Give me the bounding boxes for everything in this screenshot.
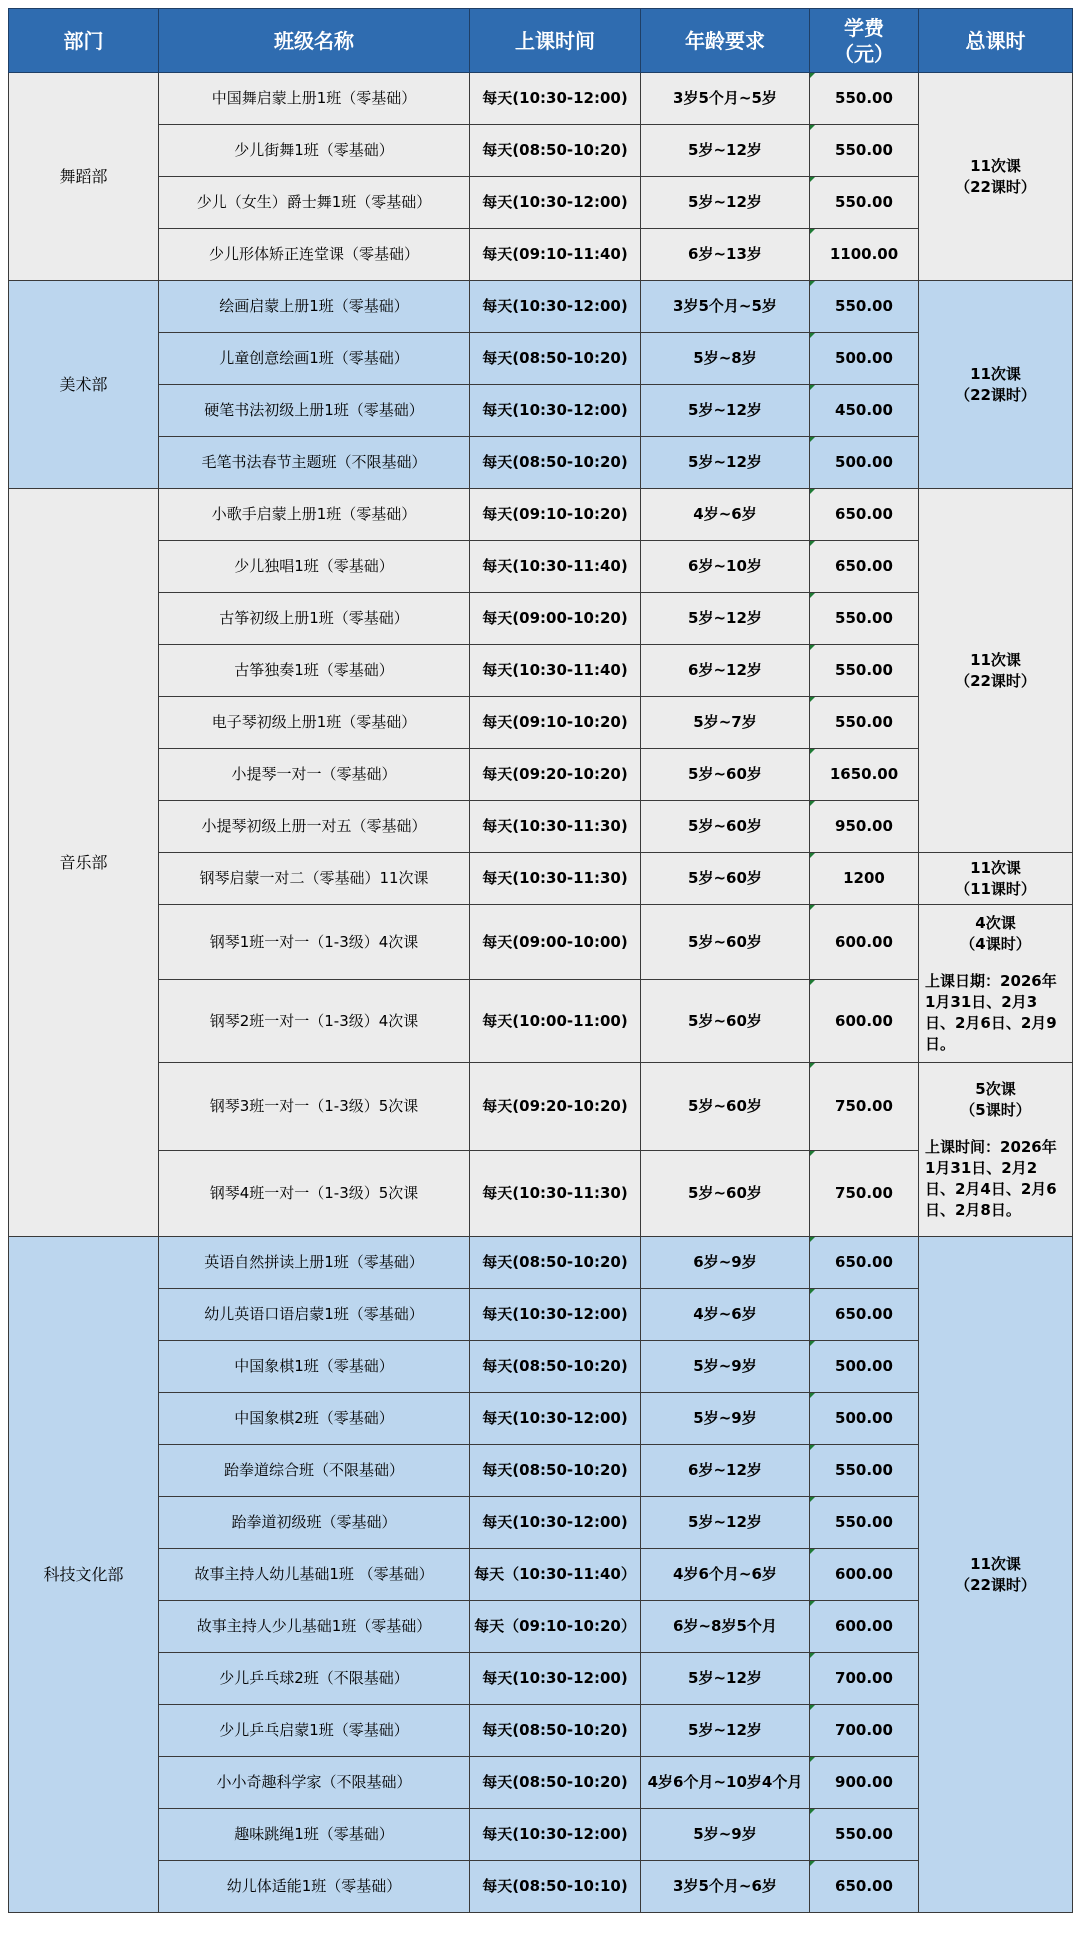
fee-cell: 500.00 [810,1393,919,1445]
class-name-cell: 古筝独奏1班（零基础） [159,645,470,697]
class-name-cell: 少儿形体矫正连堂课（零基础） [159,229,470,281]
fee-cell: 650.00 [810,1861,919,1913]
table-row [9,1809,1073,1861]
class-time-cell: 每天（09:10-10:20） [470,1601,641,1653]
table-row [9,905,1073,980]
table-row [9,1601,1073,1653]
class-name-cell: 绘画启蒙上册1班（零基础） [159,281,470,333]
class-name-cell: 硬笔书法初级上册1班（零基础） [159,385,470,437]
total-hours-cell [919,853,1073,905]
class-time-cell: 每天(09:10-11:40) [470,229,641,281]
total-hours-cell [919,1237,1073,1913]
table-row [9,1237,1073,1289]
fee-cell: 650.00 [810,489,919,541]
table-row [9,1549,1073,1601]
class-name-cell: 毛笔书法春节主题班（不限基础） [159,437,470,489]
table-row [9,1757,1073,1809]
class-time-cell: 每天(10:30-12:00) [470,73,641,125]
table-row [9,333,1073,385]
age-cell: 5岁~12岁 [641,1497,810,1549]
table-row [9,281,1073,333]
class-time-cell: 每天(10:30-11:30) [470,1151,641,1237]
table-row [9,801,1073,853]
table-row [9,1705,1073,1757]
table-row [9,1393,1073,1445]
header-class-name: 班级名称 [159,9,470,73]
age-cell: 3岁5个月~5岁 [641,73,810,125]
fee-cell: 550.00 [810,125,919,177]
total-hours: （22课时） [955,385,1036,404]
class-time-cell: 每天(10:30-12:00) [470,1289,641,1341]
class-name-cell: 古筝初级上册1班（零基础） [159,593,470,645]
class-name-cell: 中国舞启蒙上册1班（零基础） [159,73,470,125]
age-cell: 5岁~12岁 [641,1653,810,1705]
fee-cell: 750.00 [810,1151,919,1237]
fee-cell: 550.00 [810,1497,919,1549]
age-cell: 6岁~8岁5个月 [641,1601,810,1653]
dept-cell: 美术部 [9,281,159,489]
age-cell: 5岁~60岁 [641,905,810,980]
total-hours-cell [919,905,1073,1063]
age-cell: 5岁~12岁 [641,1705,810,1757]
total-hours-cell [919,1063,1073,1237]
table-row [9,749,1073,801]
schedule-note: 上课时间：2026年1月31日、2月2日、2月4日、2月6日、2月8日。 [925,1137,1057,1219]
class-time-cell: 每天(10:30-12:00) [470,281,641,333]
table-row [9,593,1073,645]
total-hours-cell [919,489,1073,853]
class-name-cell: 少儿街舞1班（零基础） [159,125,470,177]
class-name-cell: 少儿乒乓球2班（不限基础） [159,1653,470,1705]
table-row [9,853,1073,905]
table-row [9,1063,1073,1151]
table-row [9,229,1073,281]
fee-cell: 600.00 [810,1601,919,1653]
class-time-cell: 每天(10:30-12:00) [470,177,641,229]
table-row [9,1653,1073,1705]
class-time-cell: 每天(08:50-10:20) [470,1445,641,1497]
table-row [9,1497,1073,1549]
total-hours: （5课时） [960,1100,1031,1119]
schedule-body [9,73,1073,1913]
class-name-cell: 钢琴4班一对一（1-3级）5次课 [159,1151,470,1237]
class-name-cell: 中国象棋1班（零基础） [159,1341,470,1393]
age-cell: 5岁~8岁 [641,333,810,385]
class-name-cell: 钢琴2班一对一（1-3级）4次课 [159,980,470,1063]
total-sessions: 5次课 [975,1079,1016,1098]
fee-cell: 1650.00 [810,749,919,801]
class-time-cell: 每天(08:50-10:20) [470,437,641,489]
age-cell: 5岁~12岁 [641,593,810,645]
class-name-cell: 儿童创意绘画1班（零基础） [159,333,470,385]
fee-cell: 650.00 [810,1237,919,1289]
class-time-cell: 每天(08:50-10:20) [470,1757,641,1809]
class-time-cell: 每天(10:30-12:00) [470,1497,641,1549]
class-time-cell: 每天(10:30-12:00) [470,1393,641,1445]
class-time-cell: 每天(10:30-12:00) [470,385,641,437]
class-time-cell: 每天(08:50-10:20) [470,333,641,385]
class-name-cell: 中国象棋2班（零基础） [159,1393,470,1445]
total-sessions: 11次课 [970,1554,1021,1573]
age-cell: 6岁~9岁 [641,1237,810,1289]
age-cell: 6岁~13岁 [641,229,810,281]
class-time-cell: 每天(08:50-10:10) [470,1861,641,1913]
age-cell: 4岁~6岁 [641,1289,810,1341]
dept-cell: 科技文化部 [9,1237,159,1913]
table-row [9,125,1073,177]
age-cell: 5岁~60岁 [641,1151,810,1237]
header-row [9,9,1073,73]
total-sessions: 11次课 [970,858,1021,877]
total-hours: （22课时） [955,177,1036,196]
age-cell: 5岁~12岁 [641,177,810,229]
class-time-cell: 每天(09:00-10:20) [470,593,641,645]
class-time-cell: 每天(10:30-11:40) [470,645,641,697]
total-hours-cell [919,73,1073,281]
class-name-cell: 跆拳道初级班（零基础） [159,1497,470,1549]
class-name-cell: 小提琴一对一（零基础） [159,749,470,801]
fee-cell: 550.00 [810,281,919,333]
class-name-cell: 钢琴3班一对一（1-3级）5次课 [159,1063,470,1151]
header-fee [810,9,919,73]
table-row [9,1151,1073,1237]
class-time-cell: 每天(08:50-10:20) [470,1705,641,1757]
table-row [9,1861,1073,1913]
class-time-cell: 每天(09:10-10:20) [470,489,641,541]
fee-cell: 500.00 [810,1341,919,1393]
header-class-time: 上课时间 [470,9,641,73]
table-row [9,1445,1073,1497]
table-row [9,541,1073,593]
fee-cell: 600.00 [810,980,919,1063]
note-spacer [919,955,1072,971]
class-time-cell: 每天(09:20-10:20) [470,749,641,801]
table-row [9,385,1073,437]
fee-cell: 650.00 [810,541,919,593]
total-hours-cell [919,281,1073,489]
total-sessions: 4次课 [975,913,1016,932]
fee-cell: 550.00 [810,177,919,229]
age-cell: 3岁5个月~6岁 [641,1861,810,1913]
age-cell: 4岁~6岁 [641,489,810,541]
age-cell: 6岁~12岁 [641,1445,810,1497]
fee-cell: 700.00 [810,1653,919,1705]
table-row [9,73,1073,125]
class-time-cell: 每天(10:30-12:00) [470,1809,641,1861]
note-spacer [919,1121,1072,1137]
fee-cell: 900.00 [810,1757,919,1809]
class-time-cell: 每天(10:30-11:30) [470,801,641,853]
class-name-cell: 少儿乒乓启蒙1班（零基础） [159,1705,470,1757]
fee-cell: 550.00 [810,593,919,645]
class-time-cell: 每天(09:20-10:20) [470,1063,641,1151]
class-name-cell: 少儿（女生）爵士舞1班（零基础） [159,177,470,229]
class-name-cell: 小小奇趣科学家（不限基础） [159,1757,470,1809]
age-cell: 5岁~12岁 [641,385,810,437]
fee-cell: 750.00 [810,1063,919,1151]
class-name-cell: 趣味跳绳1班（零基础） [159,1809,470,1861]
fee-cell: 700.00 [810,1705,919,1757]
class-name-cell: 电子琴初级上册1班（零基础） [159,697,470,749]
header-total: 总课时 [919,9,1073,73]
class-time-cell: 每天(09:10-10:20) [470,697,641,749]
header-dept: 部门 [9,9,159,73]
fee-cell: 450.00 [810,385,919,437]
age-cell: 5岁~12岁 [641,125,810,177]
dept-cell: 舞蹈部 [9,73,159,281]
header-fee-label: 学费（元） [834,15,894,66]
class-name-cell: 少儿独唱1班（零基础） [159,541,470,593]
age-cell: 6岁~12岁 [641,645,810,697]
age-cell: 5岁~9岁 [641,1809,810,1861]
total-hours: （22课时） [955,671,1036,690]
age-cell: 5岁~60岁 [641,1063,810,1151]
fee-cell: 550.00 [810,645,919,697]
dept-cell: 音乐部 [9,489,159,1237]
fee-cell: 550.00 [810,1809,919,1861]
class-name-cell: 故事主持人少儿基础1班（零基础） [159,1601,470,1653]
total-hours: （11课时） [955,879,1036,898]
fee-cell: 550.00 [810,697,919,749]
class-name-cell: 幼儿体适能1班（零基础） [159,1861,470,1913]
schedule-table-container [8,8,1072,1913]
class-time-cell: 每天(10:30-12:00) [470,1653,641,1705]
age-cell: 5岁~60岁 [641,749,810,801]
class-name-cell: 钢琴启蒙一对二（零基础）11次课 [159,853,470,905]
class-name-cell: 小歌手启蒙上册1班（零基础） [159,489,470,541]
class-time-cell: 每天(10:00-11:00) [470,980,641,1063]
class-time-cell: 每天(08:50-10:20) [470,1237,641,1289]
age-cell: 5岁~9岁 [641,1393,810,1445]
fee-cell: 950.00 [810,801,919,853]
total-sessions: 11次课 [970,650,1021,669]
table-row [9,1341,1073,1393]
class-name-cell: 故事主持人幼儿基础1班 （零基础） [159,1549,470,1601]
table-row [9,177,1073,229]
class-name-cell: 小提琴初级上册一对五（零基础） [159,801,470,853]
class-time-cell: 每天(08:50-10:20) [470,1341,641,1393]
total-sessions: 11次课 [970,364,1021,383]
age-cell: 5岁~60岁 [641,801,810,853]
total-hours: （4课时） [960,934,1031,953]
schedule-note: 上课日期：2026年1月31日、2月3日、2月6日、2月9日。 [925,971,1057,1053]
class-time-cell: 每天(10:30-11:40) [470,541,641,593]
schedule-table [8,8,1073,1913]
class-time-cell: 每天（10:30-11:40） [470,1549,641,1601]
fee-cell: 500.00 [810,437,919,489]
class-name-cell: 幼儿英语口语启蒙1班（零基础） [159,1289,470,1341]
table-row [9,437,1073,489]
age-cell: 4岁6个月~10岁4个月 [641,1757,810,1809]
age-cell: 5岁~7岁 [641,697,810,749]
age-cell: 4岁6个月~6岁 [641,1549,810,1601]
fee-cell: 600.00 [810,1549,919,1601]
age-cell: 5岁~60岁 [641,853,810,905]
class-name-cell: 跆拳道综合班（不限基础） [159,1445,470,1497]
fee-cell: 550.00 [810,73,919,125]
table-row [9,1289,1073,1341]
fee-cell: 500.00 [810,333,919,385]
class-name-cell: 钢琴1班一对一（1-3级）4次课 [159,905,470,980]
age-cell: 5岁~9岁 [641,1341,810,1393]
fee-cell: 650.00 [810,1289,919,1341]
table-row [9,980,1073,1063]
class-time-cell: 每天(09:00-10:00) [470,905,641,980]
class-time-cell: 每天(08:50-10:20) [470,125,641,177]
table-row [9,645,1073,697]
fee-cell: 600.00 [810,905,919,980]
total-hours: （22课时） [955,1575,1036,1594]
age-cell: 5岁~60岁 [641,980,810,1063]
fee-cell: 1100.00 [810,229,919,281]
table-row [9,489,1073,541]
fee-cell: 550.00 [810,1445,919,1497]
class-name-cell: 英语自然拼读上册1班（零基础） [159,1237,470,1289]
table-row [9,697,1073,749]
age-cell: 6岁~10岁 [641,541,810,593]
age-cell: 3岁5个月~5岁 [641,281,810,333]
total-sessions: 11次课 [970,156,1021,175]
class-time-cell: 每天(10:30-11:30) [470,853,641,905]
fee-cell: 1200 [810,853,919,905]
header-age: 年龄要求 [641,9,810,73]
age-cell: 5岁~12岁 [641,437,810,489]
